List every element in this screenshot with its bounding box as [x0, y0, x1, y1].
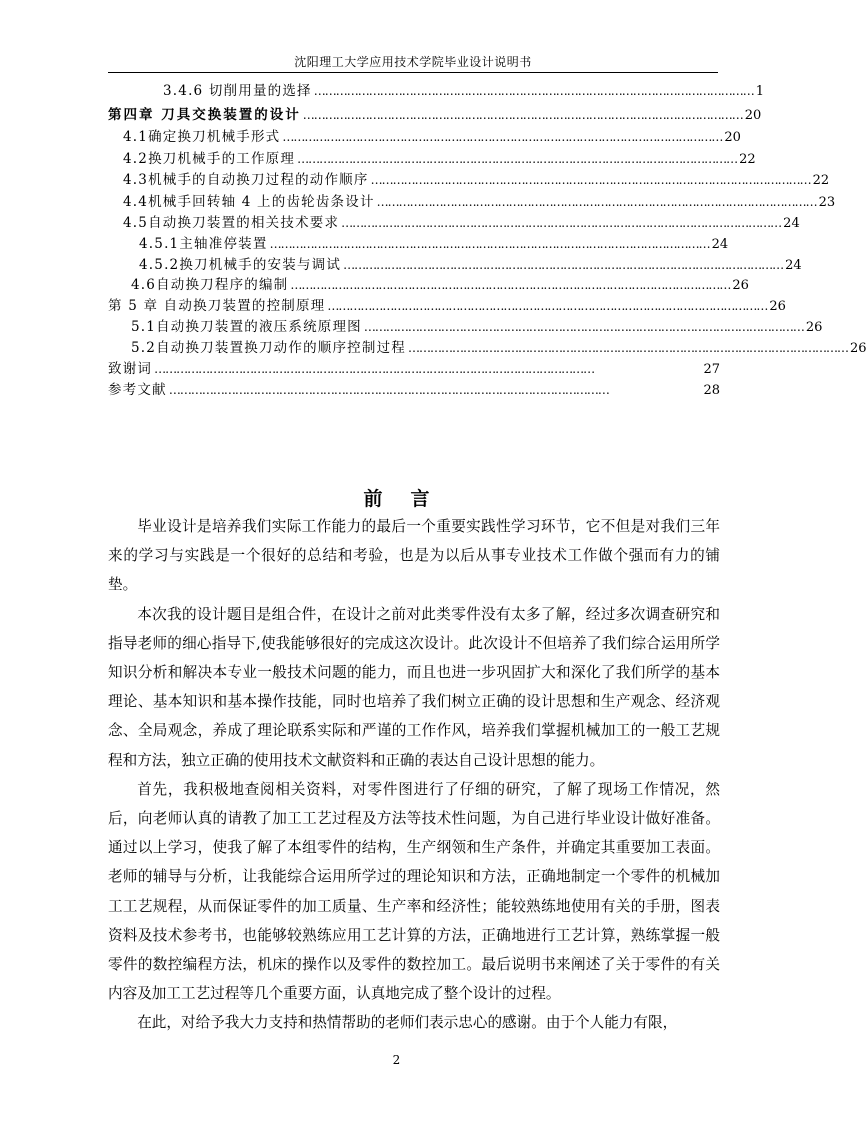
toc-entry-label: 致谢词 — [108, 361, 153, 377]
page-number: 2 — [392, 1053, 401, 1067]
toc-entry-label: 5.1自动换刀装置的液压系统原理图 — [131, 319, 362, 335]
toc-entry-label: 参考文献 — [108, 382, 167, 398]
toc-entry-page: 24 — [783, 216, 800, 231]
toc-entry-page: 28 — [703, 383, 720, 398]
toc-entry-label: 4.1确定换刀机械手形式 — [123, 129, 281, 145]
toc-entry-label: 4.6自动换刀程序的编制 — [131, 277, 289, 293]
toc-entry-label: 5.2自动换刀装置换刀动作的顺序控制过程 — [131, 340, 406, 356]
running-header: 沈阳理工大学应用技术学院毕业设计说明书 — [294, 55, 532, 69]
toc-entry — [163, 81, 765, 102]
toc-entry-page: 1 — [755, 84, 765, 99]
paragraph: 在此，对给予我大力支持和热情帮助的老师们表示忠心的感谢。由于个人能力有限， — [137, 1014, 678, 1032]
toc-entry — [123, 213, 800, 234]
header-rule — [108, 72, 718, 73]
toc-entry-page: 27 — [703, 362, 720, 377]
toc-entry — [108, 359, 720, 380]
preface-heading: 前言 — [363, 488, 458, 510]
toc-leader-dots: ………………………………………………………………………………………………………… — [154, 362, 595, 376]
toc-entry — [123, 192, 836, 213]
toc-entry-label: 4.2换刀机械手的工作原理 — [123, 151, 296, 167]
toc-entry — [123, 127, 741, 148]
toc-leader-dots: ………………………………………………………………………………………………………… — [290, 278, 731, 292]
toc-leader-dots: ………………………………………………………………………………………………………… — [341, 216, 782, 230]
toc-entry-label: 4.4机械手回转轴 4 上的齿轮齿条设计 — [123, 194, 375, 210]
toc-entry-page: 20 — [744, 108, 762, 123]
toc-entry — [131, 317, 823, 338]
toc-leader-dots: ………………………………………………………………………………………………………… — [343, 258, 784, 272]
paragraph: 本次我的设计题目是组合件，在设计之前对此类零件没有太多了解，经过多次调查研究和指导老师的细心指导下,使我能够很好的完成这次设计。此次设计不但培养了我们综合运用所学知识分析和解决本专业一般技术问题的能力，而且也进一步巩固扩大和深化了我们所学的基本理论、基本知识和基本操作技能，同时也培养了我们树立正确的设计思想和生产观念、经济观念、全局观念，养成了理论联系实际和严谨的工作作风，培养我们掌握机械加工的一般工艺规程和方法，独立正确的使用技术文献资料和正确的表达自己设计思想的能力。 — [108, 605, 720, 769]
toc-entry-page: 24 — [785, 258, 802, 273]
toc-entry — [139, 255, 802, 276]
toc-entry-label: 第 5 章 自动换刀装置的控制原理 — [108, 298, 326, 314]
toc-leader-dots: ………………………………………………………………………………………………………… — [376, 195, 817, 209]
toc-leader-dots: ………………………………………………………………………………………………………… — [370, 173, 811, 187]
toc-entry-page: 26 — [849, 341, 867, 356]
toc-entry — [131, 338, 867, 359]
toc-entry-page: 22 — [812, 173, 830, 188]
toc-leader-dots: ………………………………………………………………………………………………………… — [269, 237, 710, 251]
paragraph: 毕业设计是培养我们实际工作能力的最后一个重要实践性学习环节，它不但是对我们三年来的学习与实践是一个很好的总结和考验，也是为以后从事专业技术工作做个强而有力的铺垫。 — [108, 518, 720, 594]
toc-leader-dots: ………………………………………………………………………………………………………… — [363, 320, 804, 334]
toc-entry-page: 22 — [739, 152, 756, 167]
toc-entry-label: 4.5自动换刀装置的相关技术要求 — [123, 215, 340, 231]
toc-entry-page: 20 — [724, 130, 741, 145]
preface-body — [108, 512, 720, 1038]
toc-entry-label: 3.4.6 切削用量的选择 — [163, 83, 312, 99]
toc-entry-page: 23 — [818, 195, 836, 210]
toc-entry — [123, 149, 756, 170]
toc-entry-page: 26 — [769, 299, 786, 314]
toc-entry-label: 第四章 刀具交换装置的设计 — [108, 107, 301, 123]
toc-leader-dots: ………………………………………………………………………………………………………… — [313, 84, 754, 98]
toc-entry-label: 4.3机械手的自动换刀过程的动作顺序 — [123, 172, 369, 188]
toc-leader-dots: ………………………………………………………………………………………………………… — [168, 383, 609, 397]
toc-leader-dots: ………………………………………………………………………………………………………… — [297, 152, 738, 166]
toc-entry — [123, 170, 830, 191]
toc-entry-page: 26 — [732, 278, 749, 293]
toc-entry — [108, 105, 762, 126]
toc-entry — [139, 234, 729, 255]
toc-entry-label: 4.5.2换刀机械手的安装与调试 — [139, 257, 342, 273]
paragraph: 首先，我积极地查阅相关资料，对零件图进行了仔细的研究，了解了现场工作情况，然后，向老师认真的请教了加工工艺过程及方法等技术性问题，为自己进行毕业设计做好准备。通过以上学习，使我了解了本组零件的结构，生产纲领和生产条件，并确定其重要加工表面。老师的辅导与分析，让我能综合运用所学过的理论知识和方法，正确地制定一个零件的机械加工工艺规程，从而保证零件的加工质量、生产率和经济性；能较熟练地使用有关的手册，图表资料及技术参考书，也能够较熟练应用工艺计算的方法，正确地进行工艺计算，熟练掌握一般零件的数控编程方法，机床的操作以及零件的数控加工。最后说明书来阐述了关于零件的有关内容及加工工艺过程等几个重要方面，认真地完成了整个设计的过程。 — [108, 780, 720, 1003]
toc-entry-page: 26 — [805, 320, 823, 335]
toc-leader-dots: ………………………………………………………………………………………………………… — [407, 341, 848, 355]
toc-entry — [131, 275, 749, 296]
toc-entry-label: 4.5.1主轴准停装置 — [139, 236, 268, 252]
toc-entry-page: 24 — [711, 237, 729, 252]
toc-entry — [108, 380, 720, 401]
toc-entry — [108, 296, 786, 317]
toc-leader-dots: ………………………………………………………………………………………………………… — [302, 108, 743, 122]
toc-leader-dots: ………………………………………………………………………………………………………… — [327, 299, 768, 313]
toc-leader-dots: ………………………………………………………………………………………………………… — [282, 130, 723, 144]
